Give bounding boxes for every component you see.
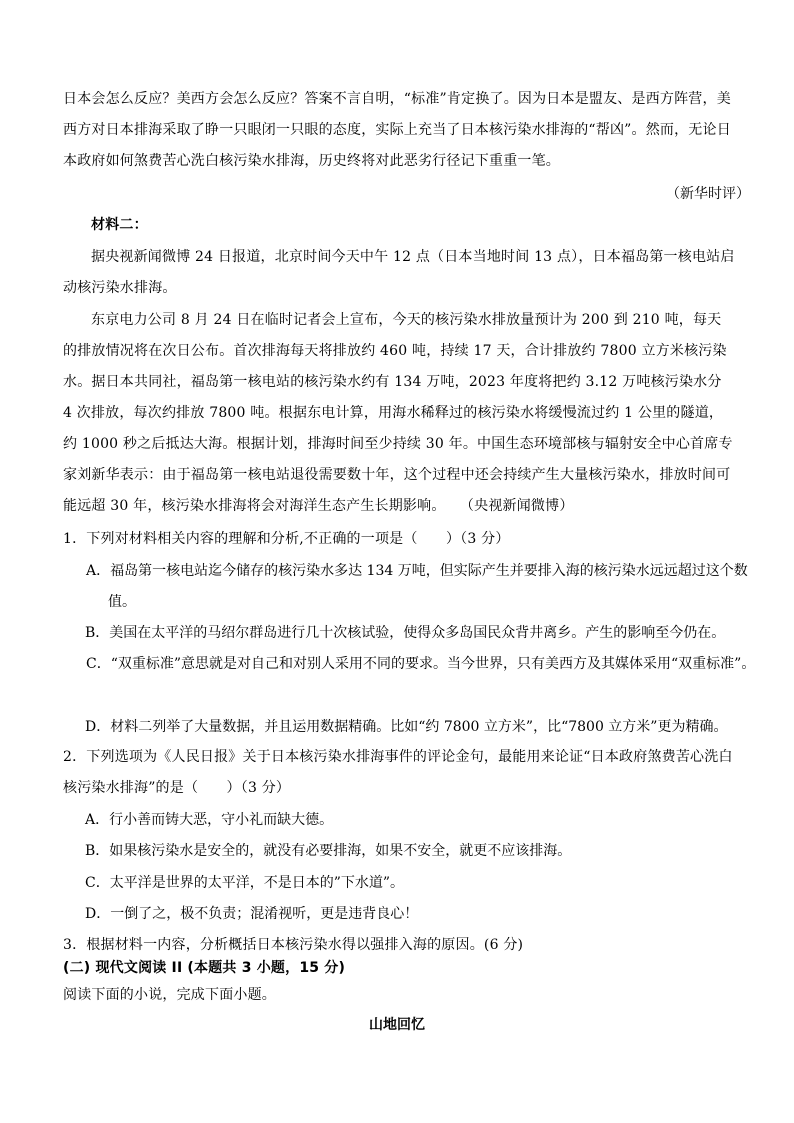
question-2-stem: 2．下列选项为《人民日报》关于日本核污染水排海事件的评论金句，最能用来论证“日本政府煞费苦心洗白核污染水排海”的是（ ）（3 分） xyxy=(63,749,733,796)
question-1-stem: 1．下列对材料相关内容的理解和分析,不正确的一项是（ ）（3 分） xyxy=(63,531,510,547)
question-1-option-d: D．材料二列举了大量数据，并且运用数据精确。比如“约 7800 立方米”，比“7800 立方米”更为精确。 xyxy=(85,719,728,735)
story-title: 山地回忆 xyxy=(369,1017,425,1033)
question-2-option-a: A．行小善而铸大恶，守小礼而缺大德。 xyxy=(85,812,334,828)
material1-paragraph-end: 日本会怎么反应？美西方会怎么反应？答案不言自明，“标准”肯定换了。因为日本是盟友、是西方阵营，美西方对日本排海采取了睁一只眼闭一只眼的态度，实际上充当了日本核污染水排海的“帮凶”。然而，无论日本政府如何煞费苦心洗白核污染水排海，历史终将对此恶劣行径记下重重一笔。 xyxy=(63,91,731,169)
question-2-option-d: D．一倒了之，极不负责；混淆视听，更是违背良心！ xyxy=(85,906,419,922)
section-2-heading: (二) 现代文阅读 II (本题共 3 小题，15 分) xyxy=(63,960,346,976)
material2-paragraph-1: 据央视新闻微博 24 日报道，北京时间今天中午 12 点（日本当地时间 13 点），日本福岛第一核电站启动核污染水排海。 xyxy=(63,249,735,296)
question-3-stem: 3．根据材料一内容，分析概括日本核污染水得以强排入海的原因。(6 分) xyxy=(63,937,524,953)
question-2-option-c: C．太平洋是世界的太平洋，不是日本的”下水道”。 xyxy=(85,875,405,891)
section-2-instruction: 阅读下面的小说，完成下面小题。 xyxy=(63,987,276,1003)
material1-source: （新华时评） xyxy=(666,186,750,202)
question-1-option-b: B．美国在太平洋的马绍尔群岛进行几十次核试验，使得众多岛国民众背井离乡。产生的影响至今仍在。 xyxy=(85,625,726,641)
question-1-option-a: A．福岛第一核电站迄今储存的核污染水多达 134 万吨，但实际产生并要排入海的核污染水远远超过这个数值。 xyxy=(86,563,748,610)
question-2-option-b: B．如果核污染水是安全的，就没有必要排海，如果不安全，就更不应该排海。 xyxy=(85,843,572,859)
material2-heading: 材料二： xyxy=(91,217,148,233)
question-1-option-c: C．“双重标准”意思就是对自己和对别人采用不同的要求。当今世界，只有美西方及其媒体采用“双重标准”。 xyxy=(86,656,756,672)
material2-paragraph-2: 东京电力公司 8 月 24 日在临时记者会上宣布，今天的核污染水排放量预计为 200 到 210 吨，每天的排放情况将在次日公布。首次排海每天将排放约 460 吨，持续 17 天，合计排放约 7800 立方米核污染水。据日本共同社，福岛第一核电站的核污染水约有 134 万吨，2023 年度将把约 3.12 万吨核污染水分 4 次排放，每次约排放 7800 吨。根据东电计算，用海水稀释过的核污染水将缓慢流过约 1 公里的隧道，约 1000 秒之后抵达大海。根据计划，排海时间至少持续 30 年。中国生态环境部核与辐射安全中心首席专家刘新华表示：由于福岛第一核电站退役需要数十年，这个过程中还会持续产生大量核污染水，排放时间可能远超 30 年，核污染水排海将会对海洋生态产生长期影响。 （央视新闻微博） xyxy=(63,312,733,514)
